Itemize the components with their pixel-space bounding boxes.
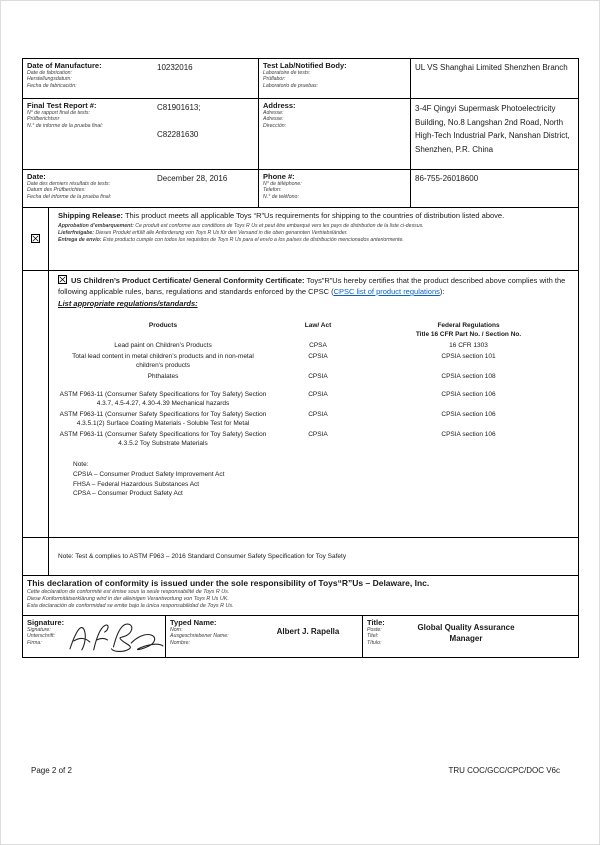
regulation-reference: CPSIA section 108 xyxy=(441,373,496,380)
address-label: Address: xyxy=(263,101,296,110)
regulations-table xyxy=(58,321,569,448)
typed-name-cell xyxy=(166,616,363,657)
regulation-product: Phthalates xyxy=(147,373,179,380)
regulation-row xyxy=(58,390,569,408)
date-of-manufacture-sub-es: Fecha de fabricación: xyxy=(27,82,77,89)
shipping-release-title: Shipping Release: xyxy=(58,211,124,220)
typed-name-label: Typed Name: xyxy=(170,618,217,627)
column-header-federal-line2: Title 16 CFR Part No. / Section No. xyxy=(415,331,522,338)
date-of-manufacture-value-cell xyxy=(153,59,259,99)
certificate-checked-checkbox-icon[interactable] xyxy=(58,275,67,284)
regulation-row xyxy=(58,372,569,381)
phone-sub-de: Telefon: xyxy=(263,187,282,194)
shipping-release-text xyxy=(58,211,568,221)
phone-sub-fr: N° de téléphone: xyxy=(263,181,302,187)
date-label: Date: xyxy=(27,172,46,181)
test-lab-value: UL VS Shanghai Limited Shenzhen Branch xyxy=(415,63,568,72)
regulation-row xyxy=(58,430,569,448)
declaration-title: This declaration of conformity is issued under the sole responsibility of Toys“R”Us – Delaware, Inc. xyxy=(27,578,430,588)
abbreviation-fhsa: FHSA – Federal Hazardous Substances Act xyxy=(73,480,200,488)
regulations-table-header xyxy=(58,321,569,339)
date-sub-fr: Date des derniers résultats de tests: xyxy=(27,181,111,187)
shipping-release-row xyxy=(23,207,578,270)
title-sub-fr: Poste: xyxy=(367,627,382,633)
date-value-cell xyxy=(153,170,259,207)
typed-name-sub-es: Nombre: xyxy=(170,639,190,646)
test-lab-sub-fr: Laboratoire de tests: xyxy=(263,70,311,76)
certificate-left-column xyxy=(23,271,49,537)
abbreviation-notes xyxy=(73,460,569,499)
abbreviation-note-label: Note: xyxy=(73,461,89,468)
shipping-release-sub-fr xyxy=(58,223,568,230)
address-value-cell xyxy=(411,99,578,170)
signature-sub-es: Firma: xyxy=(27,639,42,646)
date-value: December 28, 2016 xyxy=(157,174,228,183)
shipping-release-sub-es-lead: Entrega de envío: xyxy=(58,237,102,243)
shipping-release-sub-fr-text: Ce produit est conforme aux conditions de Toys R Us et peut être embarqué vers les pays de distribution de la liste ci-dessus. xyxy=(133,223,424,229)
regulation-reference: 16 CFR 1303 xyxy=(449,342,488,349)
final-test-report-value-1: C81901613; xyxy=(157,103,201,112)
declaration-section xyxy=(23,575,578,615)
certificate-body-text-1: Toys”R”Us hereby certifies that the product described above complies with the following applicable rules, bans, regulations and standards enforced by the CPSC ( xyxy=(58,276,566,296)
final-test-report-sub-de: Prüfberichtsnr xyxy=(27,116,60,123)
final-test-report-sub-fr: N° de rapport final de tests: xyxy=(27,110,90,116)
final-test-report-sub-es: N.° de informe de la prueba final: xyxy=(27,122,103,129)
date-of-manufacture-sub-de: Herstellungsdatum: xyxy=(27,76,72,83)
date-of-manufacture-sub-fr: Date de fabrication: xyxy=(27,70,72,76)
shipping-release-sub-es xyxy=(58,237,568,244)
regulation-reference: CPSIA section 106 xyxy=(441,411,496,418)
shipping-release-body xyxy=(49,208,578,270)
column-header-law: Law/ Act xyxy=(304,322,332,329)
shipping-release-checked-checkbox-icon[interactable] xyxy=(31,234,40,243)
regulation-product: Total lead content in metal children’s products and in non-metal children’s products xyxy=(72,353,254,369)
address-sub-fr: Adresse: xyxy=(263,110,284,116)
shipping-release-sub-fr-lead: Approbation d’embarquement: xyxy=(58,223,134,229)
regulation-product: ASTM F963-11 (Consumer Safety Specifications for Toy Safety) Section 4.3.5.1(2) Surface Coating Materials - Soluble Test for Metal xyxy=(59,411,267,427)
test-lab-label: Test Lab/Notified Body: xyxy=(263,61,347,70)
title-label: Title: xyxy=(367,618,385,627)
shipping-release-sub-de-lead: Lieferfreigabe: xyxy=(58,230,95,236)
signature-label: Signature: xyxy=(27,618,65,627)
date-sub-de: Datum des Prüfberichtes: xyxy=(27,187,86,194)
phone-cell xyxy=(259,170,411,207)
certificate-paragraph xyxy=(58,275,569,297)
typed-name-value: Albert J. Rapella xyxy=(276,627,340,636)
shipping-release-sub-de-text: Dieses Produkt erfüllt alle Anforderung von Toys R Us für den Versand in die oben genannten Vertriebsländer. xyxy=(94,230,348,236)
phone-value-cell xyxy=(411,170,578,207)
abbreviation-cpsia: CPSIA – Consumer Product Safety Improvement Act xyxy=(73,470,225,478)
certificate-title: US Children’s Product Certificate/ General Conformity Certificate: xyxy=(71,276,305,285)
typed-name-sub-de: Ausgeschriebener Name: xyxy=(170,633,229,640)
test-lab-value-cell xyxy=(411,59,578,99)
signature-sub-de: Unterschrift: xyxy=(27,633,55,640)
test-note-left-column xyxy=(23,538,49,575)
regulation-row xyxy=(58,352,569,370)
title-sub-es: Título: xyxy=(367,639,382,646)
certificate-body xyxy=(49,271,581,537)
regulation-law: CPSIA xyxy=(308,411,328,418)
typed-name-labels xyxy=(166,616,254,657)
test-lab-sub-de: Prüflabor: xyxy=(263,76,286,83)
title-labels xyxy=(363,616,409,657)
shipping-release-sub xyxy=(58,223,568,244)
address-value: 3-4F Qingyi Supermask Photoelectricity Building, No.8 Langshan 2nd Road, North High-Tech Industrial Park, Nanshan District, Shenzhen, P.R. China xyxy=(415,104,570,154)
final-test-report-value-cell xyxy=(153,99,259,170)
shipping-release-statement: This product meets all applicable Toys “R”Us requirements for shipping to the countries of distribution listed above. xyxy=(123,211,505,220)
declaration-sub-de: Diese Konformitätserklärung wird in der alleinigen Verantwortung von Toys R Us UK. xyxy=(27,595,229,602)
shipping-release-checkbox-cell xyxy=(23,208,49,270)
test-lab-sub-es: Laboratorio de pruebas: xyxy=(263,82,319,89)
test-note-text: Note: Test & complies to ASTM F963 – 2016 Standard Consumer Safety Specification for Toy Safety xyxy=(58,553,347,560)
signature-cell xyxy=(23,616,166,657)
title-sub-de: Titel: xyxy=(367,633,379,640)
regulation-row xyxy=(58,341,569,350)
address-sub-de: Adresse: xyxy=(263,116,284,123)
regulation-law: CPSA xyxy=(309,342,327,349)
regulation-product: ASTM F963-11 (Consumer Safety Specifications for Toy Safety) Section 4.3.7, 4.5-4.27, 4.30-4.39 Mechanical hazards xyxy=(59,391,267,407)
signature-labels xyxy=(23,616,64,657)
final-test-report-value-2: C82281630 xyxy=(157,130,199,139)
declaration-sub-fr: Cette declaration de conformité est émise sous la seule responsabilité de Toys R Us. xyxy=(27,589,230,595)
regulation-product: ASTM F963-11 (Consumer Safety Specifications for Toy Safety) Section 4.3.5.2 Toy Substrate Materials xyxy=(59,431,267,447)
address-sub-es: Dirección: xyxy=(263,122,287,129)
date-of-manufacture-value: 10232016 xyxy=(157,63,193,72)
certificate-row xyxy=(23,270,578,537)
document-code: TRU COC/GCC/CPC/DOC V6c xyxy=(448,766,560,775)
signature-sub-fr: Signature: xyxy=(27,627,51,633)
page-number: Page 2 of 2 xyxy=(31,766,72,775)
date-of-manufacture-label: Date of Manufacture: xyxy=(27,61,102,70)
regulation-reference: CPSIA section 101 xyxy=(441,353,496,360)
phone-sub-es: N.° de teléfono: xyxy=(263,193,299,200)
regulation-law: CPSIA xyxy=(308,353,328,360)
signature-row xyxy=(23,615,578,657)
certificate-body-text-2: ): xyxy=(439,287,445,296)
test-note-row xyxy=(23,537,578,575)
handwritten-signature-image xyxy=(66,619,165,655)
regulation-law: CPSIA xyxy=(308,391,328,398)
address-cell xyxy=(259,99,411,170)
date-cell xyxy=(23,170,153,207)
phone-value: 86-755-26018600 xyxy=(415,174,479,183)
phone-label: Phone #: xyxy=(263,172,295,181)
regulation-reference: CPSIA section 106 xyxy=(441,431,496,438)
final-test-report-cell xyxy=(23,99,153,170)
regulation-law: CPSIA xyxy=(308,373,328,380)
column-header-products: Products xyxy=(148,322,178,329)
title-cell xyxy=(363,616,578,657)
abbreviation-cpsa: CPSA – Consumer Product Safety Act xyxy=(73,490,183,498)
column-header-federal-regulations xyxy=(368,321,569,339)
regulation-row xyxy=(58,410,569,428)
typed-name-sub-fr: Nom: xyxy=(170,627,183,633)
date-sub-es: Fecha del informe de la prueba final: xyxy=(27,193,112,200)
test-lab-cell xyxy=(259,59,411,99)
list-regulations-label: List appropriate regulations/standards: xyxy=(58,299,198,308)
header-info-grid xyxy=(23,59,578,207)
shipping-release-sub-es-text: Este producto cumple con todos los requisitos de Toys R Us para el envío a los países de distribución mencionados anteriormente. xyxy=(101,237,404,243)
regulation-reference: CPSIA section 106 xyxy=(441,391,496,398)
cpsc-regulations-link[interactable]: CPSC list of product regulations xyxy=(333,287,440,296)
declaration-sub-es: Esta declaración de conformidad se emite bajo la única responsabilidad de Toys R Us. xyxy=(27,602,234,609)
shipping-release-sub-de xyxy=(58,230,568,237)
regulation-law: CPSIA xyxy=(308,431,328,438)
conformity-certificate-table xyxy=(22,58,579,658)
final-test-report-label: Final Test Report #: xyxy=(27,101,97,110)
column-header-federal-line1: Federal Regulations xyxy=(437,322,500,329)
date-of-manufacture-cell xyxy=(23,59,153,99)
regulation-product: Lead paint on Children’s Products xyxy=(114,342,212,349)
title-value: Global Quality Assurance Manager xyxy=(417,623,515,643)
